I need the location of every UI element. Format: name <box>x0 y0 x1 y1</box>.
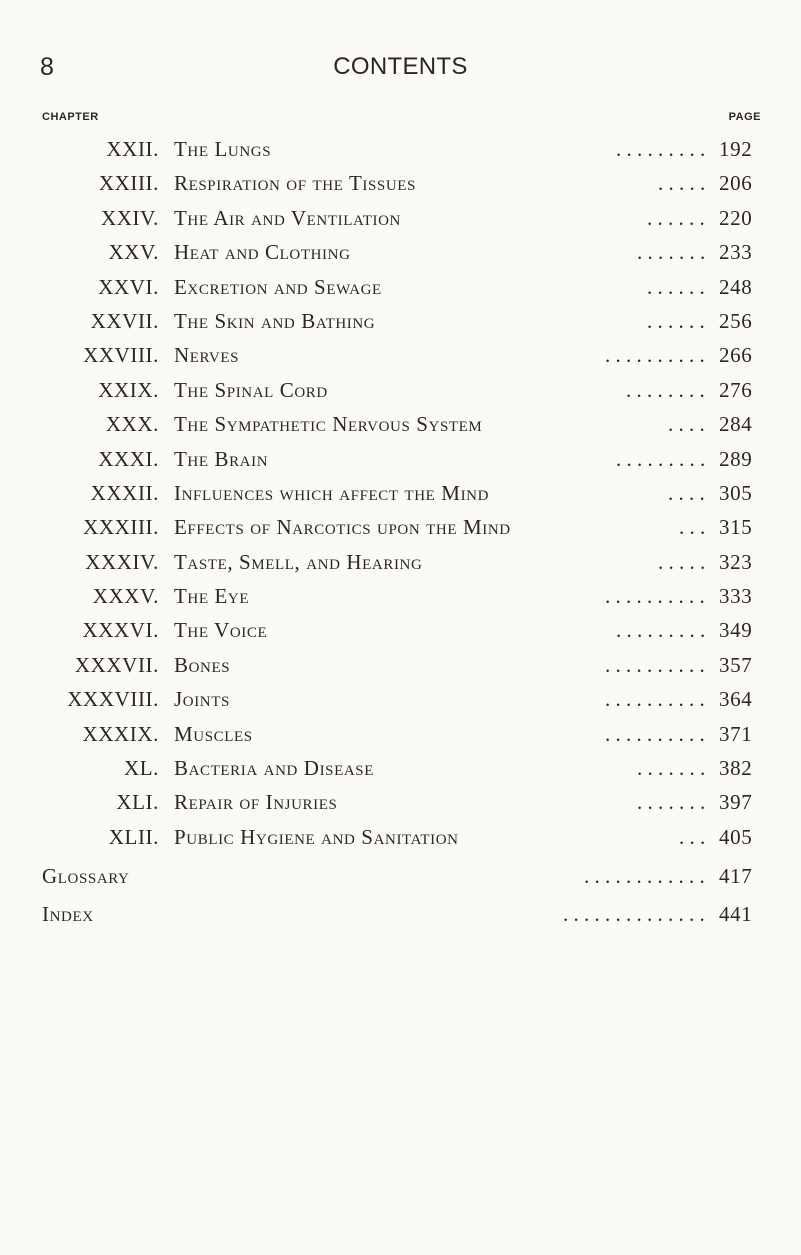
chapter-title: The Voice <box>174 618 268 643</box>
chapter-number: XXXIX. <box>82 721 159 746</box>
page-reference: 289 <box>719 446 753 471</box>
page-reference: 397 <box>719 790 753 815</box>
dot-leader: . . . . . . <box>647 205 705 230</box>
chapter-number: XXV. <box>108 240 159 265</box>
toc-entry[interactable] <box>0 166 801 200</box>
toc-entry-index[interactable] <box>0 892 801 930</box>
dot-leader: . . . . <box>668 480 705 505</box>
dot-leader: . . . . . . . <box>637 240 706 265</box>
toc-entry[interactable] <box>0 613 801 647</box>
running-head: CONTENTS <box>333 53 468 80</box>
dot-leader: . . . . . . . . . <box>616 446 706 471</box>
chapter-title: The Sympathetic Nervous System <box>174 412 483 437</box>
page-reference: 276 <box>719 377 753 402</box>
dot-leader: . . . . . . . . . . <box>605 652 705 677</box>
toc-entry[interactable] <box>0 510 801 544</box>
chapter-title: The Eye <box>174 584 250 609</box>
toc-entry[interactable] <box>0 751 801 785</box>
dot-leader: . . . . . . . . . <box>616 618 706 643</box>
chapter-title: Influences which affect the Mind <box>174 480 490 505</box>
page-reference: 349 <box>719 618 753 643</box>
chapter-title: Respiration of the Tissues <box>174 171 416 196</box>
toc-entry[interactable] <box>0 579 801 613</box>
chapter-number: XXXIV. <box>85 549 159 574</box>
page-reference: 206 <box>719 171 753 196</box>
toc-entry[interactable] <box>0 442 801 476</box>
page-reference: 315 <box>719 515 753 540</box>
dot-leader: . . . . <box>668 412 705 437</box>
chapter-number: XXXVI. <box>82 618 159 643</box>
chapter-title: The Brain <box>174 446 269 471</box>
chapter-number: XXVII. <box>90 308 159 333</box>
dot-leader: . . . . . . . . . . <box>605 584 705 609</box>
dot-leader: . . . <box>679 824 706 849</box>
dot-leader: . . . . . . . . . . . . . . <box>563 902 705 927</box>
dot-leader: . . . . . <box>658 171 706 196</box>
dot-leader: . . . . . . . . <box>626 377 705 402</box>
toc-entry[interactable] <box>0 132 801 166</box>
chapter-number: XL. <box>123 756 159 781</box>
page-reference: 220 <box>719 205 753 230</box>
page-reference: 417 <box>719 864 753 889</box>
page-reference: 441 <box>719 902 753 927</box>
dot-leader: . . . . . . . <box>637 756 706 781</box>
toc-entry[interactable] <box>0 820 801 854</box>
toc-entry[interactable] <box>0 235 801 269</box>
toc-entry[interactable] <box>0 407 801 441</box>
dot-leader: . . . . . . . . . <box>616 137 706 161</box>
chapter-number: XXX. <box>105 412 159 437</box>
toc-entry[interactable] <box>0 476 801 510</box>
chapter-title: The Spinal Cord <box>174 377 328 402</box>
toc-entry[interactable] <box>0 648 801 682</box>
chapter-title: Bones <box>174 652 231 677</box>
chapter-title: Bacteria and Disease <box>174 756 375 781</box>
chapter-number: XXIII. <box>98 171 159 196</box>
chapter-number: XXIV. <box>100 205 159 230</box>
toc-entry[interactable] <box>0 373 801 407</box>
page-reference: 248 <box>719 274 753 299</box>
page-reference: 371 <box>719 721 753 746</box>
dot-leader: . . . . . . <box>647 308 705 333</box>
table-of-contents <box>0 132 801 930</box>
page-reference: 284 <box>719 412 753 437</box>
chapter-title: Muscles <box>174 721 253 746</box>
chapter-number: XXVI. <box>98 274 159 299</box>
chapter-title: Effects of Narcotics upon the Mind <box>174 515 511 540</box>
page-reference: 364 <box>719 687 753 712</box>
page-reference: 323 <box>719 549 753 574</box>
dot-leader: . . . . . . . <box>637 790 706 815</box>
dot-leader: . . . . . . <box>647 274 705 299</box>
page-number: 8 <box>40 53 54 81</box>
chapter-title: Nerves <box>174 343 240 368</box>
chapter-number: XXII. <box>106 137 159 161</box>
chapter-number: XXXV. <box>92 584 159 609</box>
toc-entry-glossary[interactable] <box>0 854 801 892</box>
page-reference: 192 <box>719 137 753 161</box>
chapter-title: The Skin and Bathing <box>174 308 376 333</box>
chapter-number: XXVIII. <box>83 343 159 368</box>
toc-entry[interactable] <box>0 304 801 338</box>
chapter-title: Excretion and Sewage <box>174 274 382 299</box>
page-reference: 333 <box>719 584 753 609</box>
toc-entry[interactable] <box>0 270 801 304</box>
chapter-column-label: CHAPTER <box>42 111 99 123</box>
chapter-number: XXXVIII. <box>67 687 159 712</box>
page-reference: 305 <box>719 480 753 505</box>
chapter-number: XLII. <box>108 824 159 849</box>
toc-entry[interactable] <box>0 717 801 751</box>
toc-entry[interactable] <box>0 785 801 819</box>
chapter-number: XXXII. <box>90 480 159 505</box>
chapter-title: The Air and Ventilation <box>174 205 401 230</box>
page-reference: 233 <box>719 240 753 265</box>
chapter-title: Repair of Injuries <box>174 790 338 815</box>
page-reference: 382 <box>719 756 753 781</box>
page-reference: 357 <box>719 652 753 677</box>
chapter-number: XLI. <box>116 790 159 815</box>
chapter-title: Taste, Smell, and Hearing <box>174 549 423 574</box>
chapter-number: XXXIII. <box>83 515 159 540</box>
page-reference: 405 <box>719 824 753 849</box>
chapter-title: Joints <box>174 687 230 712</box>
dot-leader: . . . . . . . . . . . . <box>584 864 705 889</box>
chapter-number: XXIX. <box>98 377 159 402</box>
chapter-title: Heat and Clothing <box>174 240 351 265</box>
chapter-number: XXXVII. <box>74 652 159 677</box>
toc-entry[interactable] <box>0 338 801 372</box>
page-reference: 256 <box>719 308 753 333</box>
dot-leader: . . . . . . . . . . <box>605 343 705 368</box>
chapter-title: Public Hygiene and Sanitation <box>174 824 459 849</box>
dot-leader: . . . . . . . . . . <box>605 687 705 712</box>
dot-leader: . . . . . . . . . . <box>605 721 705 746</box>
dot-leader: . . . <box>679 515 706 540</box>
chapter-title: The Lungs <box>174 137 272 161</box>
toc-entry[interactable] <box>0 201 801 235</box>
chapter-number: XXXI. <box>98 446 159 471</box>
page-column-label: PAGE <box>728 111 761 123</box>
toc-entry[interactable] <box>0 682 801 716</box>
page-reference: 266 <box>719 343 753 368</box>
section-title: Glossary <box>42 864 130 889</box>
section-title: Index <box>42 902 94 927</box>
toc-entry[interactable] <box>0 545 801 579</box>
dot-leader: . . . . . <box>658 549 706 574</box>
